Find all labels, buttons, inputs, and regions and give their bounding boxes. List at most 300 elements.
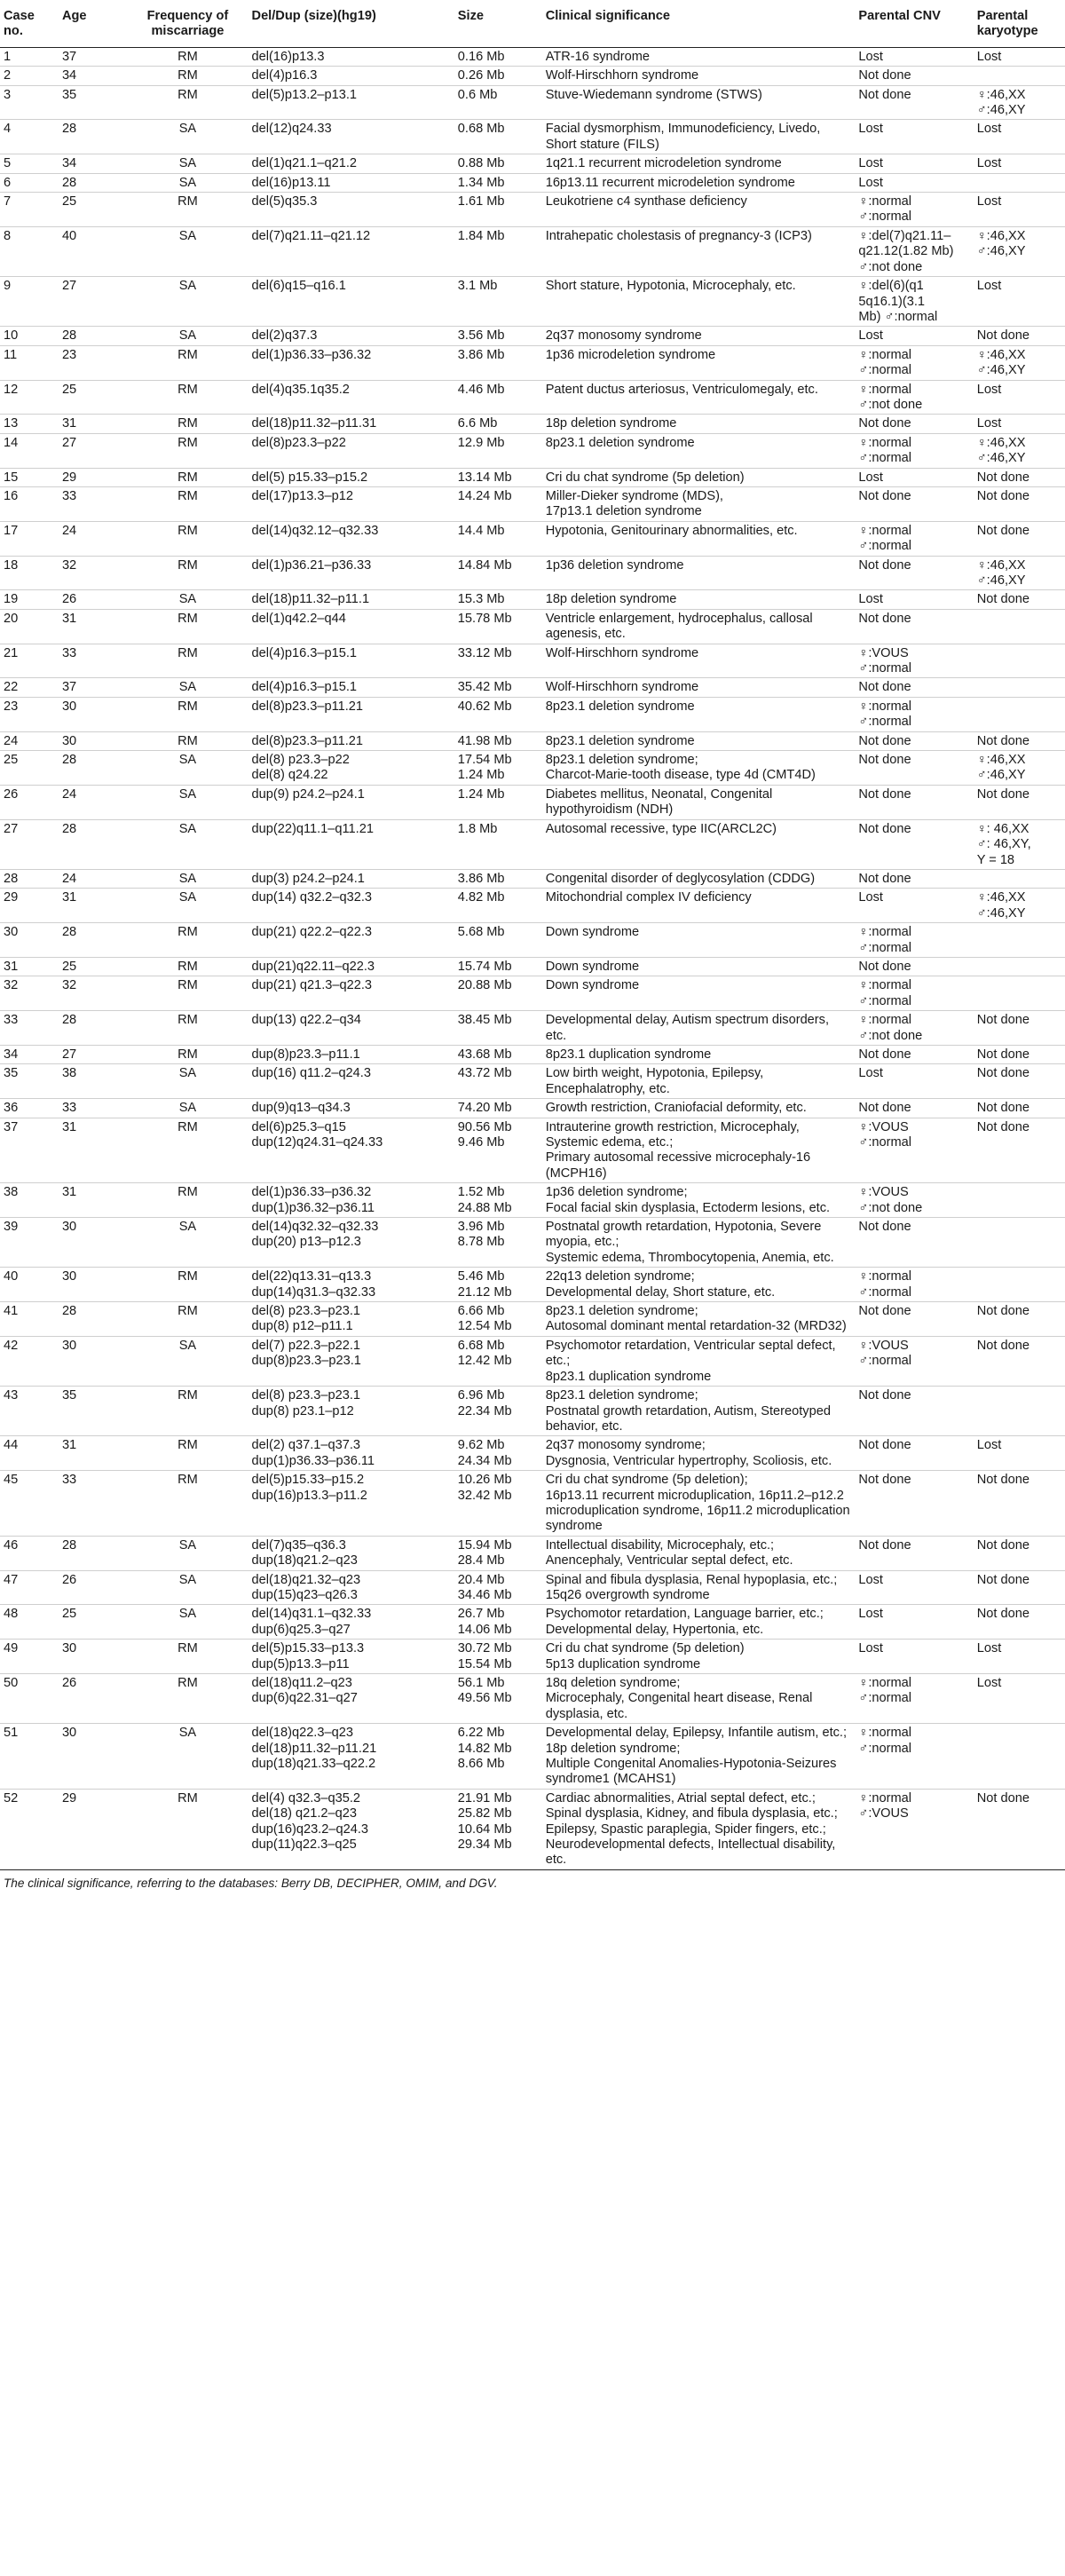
cell-clinical-significance-line: 1p36 deletion syndrome: [545, 557, 684, 573]
cell-clinical-significance: [542, 1045, 856, 1063]
cell-clinical-significance-line: Down syndrome: [545, 959, 640, 974]
cell-parental-karyotype-line: Not done: [976, 1537, 1030, 1553]
cell-clinical-significance: [542, 889, 856, 923]
cell-size-line: 1.24 Mb: [457, 786, 505, 802]
cell-frequency: RM: [127, 644, 248, 678]
cell-parental-karyotype-line: ♀:46,XX: [976, 557, 1026, 573]
cell-del-dup-line: del(5)p13.2–p13.1: [251, 87, 357, 102]
cell-del-dup: [248, 590, 454, 609]
cell-parental-karyotype: [974, 1302, 1065, 1337]
cell-clinical-significance-line: Wolf-Hirschhorn syndrome: [545, 68, 699, 83]
cell-del-dup: [248, 556, 454, 590]
cell-del-dup-line: del(17)p13.3–p12: [251, 488, 353, 503]
cell-del-dup-line: dup(20) p13–p12.3: [251, 1235, 361, 1250]
cell-del-dup: [248, 1674, 454, 1724]
table-row: [0, 1674, 1065, 1724]
cell-parental-cnv-line: Lost: [858, 175, 883, 190]
cell-del-dup: [248, 678, 454, 697]
cell-clinical-significance-line: 2q37 monosomy syndrome: [545, 328, 702, 344]
cell-parental-karyotype: [974, 556, 1065, 590]
cell-parental-cnv-line: ♂:normal: [858, 661, 911, 676]
cell-frequency: RM: [127, 731, 248, 750]
cell-case-no: 41: [0, 1302, 59, 1337]
cell-size: [454, 1218, 542, 1268]
cell-size: [454, 889, 542, 923]
cell-size: [454, 957, 542, 976]
table-row: [0, 556, 1065, 590]
table-row: [0, 345, 1065, 380]
cell-parental-karyotype-line: Lost: [976, 416, 1002, 431]
cell-parental-cnv-line: ♂:normal: [858, 1741, 911, 1756]
cell-del-dup: [248, 1436, 454, 1471]
cell-case-no: 16: [0, 486, 59, 521]
cell-size-line: 41.98 Mb: [457, 733, 512, 748]
cell-case-no: 50: [0, 1674, 59, 1724]
cell-case-no: 44: [0, 1436, 59, 1471]
cell-parental-cnv-line: ♀:VOUS: [858, 1119, 909, 1134]
cell-clinical-significance: [542, 957, 856, 976]
table-row: [0, 47, 1065, 66]
cell-del-dup: [248, 154, 454, 173]
cell-del-dup-line: del(18)p11.32–p11.31: [251, 416, 377, 431]
cell-size-line: 0.16 Mb: [457, 49, 505, 64]
cell-parental-karyotype: [974, 67, 1065, 85]
cell-clinical-significance-line: Developmental delay, Short stature, etc.: [545, 1284, 776, 1300]
cell-del-dup: [248, 1789, 454, 1869]
cell-parental-karyotype: [974, 644, 1065, 678]
cell-clinical-significance-line: Growth restriction, Craniofacial deformity, etc.: [545, 1101, 807, 1116]
cell-del-dup-line: del(18)q22.3–q23: [251, 1726, 353, 1741]
cell-del-dup: [248, 433, 454, 468]
cell-parental-karyotype: [974, 120, 1065, 154]
cell-case-no: 8: [0, 226, 59, 276]
table-row: [0, 1436, 1065, 1471]
cell-case-no: 9: [0, 277, 59, 327]
cell-del-dup-line: dup(16) q11.2–q24.3: [251, 1066, 371, 1081]
cell-clinical-significance: [542, 1789, 856, 1869]
cell-parental-cnv-line: Not done: [858, 1047, 911, 1062]
cell-size: [454, 697, 542, 731]
cell-case-no: 27: [0, 819, 59, 869]
cell-size-line: 4.82 Mb: [457, 890, 505, 905]
table-row: [0, 1099, 1065, 1118]
table-row: [0, 869, 1065, 888]
cell-age: 28: [59, 173, 127, 192]
header-age: Age: [59, 5, 127, 47]
cell-age: 33: [59, 486, 127, 521]
cell-clinical-significance: [542, 120, 856, 154]
cell-clinical-significance: [542, 67, 856, 85]
cell-clinical-significance-line: Intrauterine growth restriction, Microcephaly, Systemic edema, etc.;: [545, 1119, 800, 1150]
cell-del-dup-line: del(14)q32.12–q32.33: [251, 523, 379, 538]
cell-size-line: 15.78 Mb: [457, 611, 512, 626]
cell-size: [454, 1099, 542, 1118]
cell-del-dup: [248, 521, 454, 556]
cell-parental-karyotype-line: ♀: 46,XX: [976, 821, 1030, 836]
cell-frequency: SA: [127, 590, 248, 609]
cell-age: 30: [59, 1724, 127, 1790]
cell-parental-cnv: [855, 193, 973, 227]
cell-frequency: SA: [127, 1099, 248, 1118]
cell-parental-karyotype-line: Lost: [976, 122, 1002, 137]
cell-parental-cnv: [855, 976, 973, 1011]
cell-size-line: 3.1 Mb: [457, 279, 498, 294]
cell-parental-karyotype: [974, 85, 1065, 120]
cell-parental-karyotype: [974, 697, 1065, 731]
cell-frequency: RM: [127, 433, 248, 468]
cell-size: [454, 819, 542, 869]
cell-parental-cnv-line: ♀:del(6)(q1: [858, 279, 924, 294]
cell-del-dup: [248, 415, 454, 433]
cell-clinical-significance-line: Epilepsy, Spastic paraplegia, Spider fingers, etc.;: [545, 1821, 826, 1837]
cell-parental-karyotype-line: ♂:46,XY: [976, 905, 1026, 921]
cell-parental-karyotype: [974, 47, 1065, 66]
cell-del-dup: [248, 1536, 454, 1570]
cell-clinical-significance: [542, 869, 856, 888]
cell-parental-cnv: [855, 1436, 973, 1471]
cell-case-no: 45: [0, 1471, 59, 1537]
cell-del-dup-line: del(18)p11.32–p11.1: [251, 592, 370, 607]
cell-clinical-significance-line: Congenital disorder of deglycosylation (CDDG): [545, 871, 816, 886]
cell-del-dup-line: del(5)p15.33–p15.2: [251, 1473, 365, 1488]
cell-age: 33: [59, 644, 127, 678]
cell-size-line: 0.68 Mb: [457, 122, 505, 137]
cell-del-dup: [248, 277, 454, 327]
cell-size-line: 56.1 Mb: [457, 1676, 505, 1690]
cell-parental-cnv-line: ♂:not done: [858, 1200, 923, 1215]
cell-parental-cnv: [855, 380, 973, 415]
cell-size-line: 5.68 Mb: [457, 925, 505, 940]
cell-del-dup: [248, 976, 454, 1011]
cell-age: 25: [59, 1605, 127, 1640]
table-row: [0, 380, 1065, 415]
cell-del-dup: [248, 1099, 454, 1118]
cell-clinical-significance: [542, 644, 856, 678]
cell-del-dup-line: del(4)p16.3: [251, 68, 318, 83]
cell-parental-cnv-line: Lost: [858, 1066, 883, 1081]
cell-clinical-significance: [542, 609, 856, 644]
cell-del-dup: [248, 1218, 454, 1268]
cell-age: 30: [59, 697, 127, 731]
cell-parental-cnv: [855, 609, 973, 644]
cell-del-dup-line: dup(11)q22.3–q25: [251, 1837, 357, 1853]
cell-size-line: 9.62 Mb: [457, 1438, 505, 1453]
cell-parental-karyotype-line: ♀:46,XX: [976, 87, 1026, 102]
cell-age: 28: [59, 327, 127, 345]
cell-size-line: 74.20 Mb: [457, 1101, 512, 1116]
cell-parental-cnv: [855, 889, 973, 923]
cell-parental-cnv-line: ♀:normal: [858, 699, 911, 714]
cell-clinical-significance: [542, 1099, 856, 1118]
cell-del-dup-line: del(1)p36.33–p36.32: [251, 1185, 372, 1200]
cell-case-no: 38: [0, 1183, 59, 1218]
cell-size-line: 14.4 Mb: [457, 523, 505, 538]
cell-case-no: 32: [0, 976, 59, 1011]
cell-parental-cnv-line: ♀:normal: [858, 382, 911, 397]
cell-case-no: 31: [0, 957, 59, 976]
cell-age: 31: [59, 415, 127, 433]
cell-clinical-significance: [542, 1183, 856, 1218]
cell-del-dup-line: del(2) q37.1–q37.3: [251, 1438, 361, 1453]
cell-frequency: SA: [127, 154, 248, 173]
cell-age: 30: [59, 1268, 127, 1302]
cell-frequency: SA: [127, 327, 248, 345]
cell-parental-cnv-line: Lost: [858, 156, 883, 171]
cell-clinical-significance-line: 5p13 duplication syndrome: [545, 1656, 701, 1671]
cell-clinical-significance-line: 16p13.11 recurrent microduplication, 16p11.2–p12.2 microduplication syndrome, 16p11.2 microduplication syndrome: [545, 1488, 850, 1534]
cell-clinical-significance-line: Developmental delay, Epilepsy, Infantile autism, etc.;: [545, 1726, 848, 1741]
cell-clinical-significance-line: Primary autosomal recessive microcephaly-16 (MCPH16): [545, 1150, 811, 1181]
cell-frequency: SA: [127, 1336, 248, 1386]
cell-clinical-significance: [542, 173, 856, 192]
cell-clinical-significance-line: Ventricle enlargement, hydrocephalus, callosal agenesis, etc.: [545, 611, 813, 642]
cell-size: [454, 1064, 542, 1099]
cell-parental-cnv-line: ♀:del(7)q21.11–: [858, 228, 951, 243]
cell-size-line: 43.72 Mb: [457, 1066, 512, 1081]
cell-parental-cnv-line: ♂:normal: [858, 539, 911, 554]
cell-age: 37: [59, 47, 127, 66]
cell-clinical-significance-line: Intrahepatic cholestasis of pregnancy-3 (ICP3): [545, 228, 812, 243]
cell-del-dup-line: del(8)p23.3–p11.21: [251, 733, 364, 748]
cell-parental-cnv: [855, 486, 973, 521]
cell-case-no: 34: [0, 1045, 59, 1063]
cell-age: 35: [59, 1387, 127, 1436]
cell-size-line: 3.86 Mb: [457, 871, 505, 886]
cell-frequency: RM: [127, 1640, 248, 1674]
cell-case-no: 19: [0, 590, 59, 609]
header-karyotype-line: Parental: [976, 9, 1029, 23]
cell-parental-cnv-line: Not done: [858, 680, 911, 695]
cell-parental-cnv: [855, 644, 973, 678]
cell-parental-karyotype: [974, 923, 1065, 958]
cell-age: 26: [59, 1570, 127, 1605]
cell-clinical-significance: [542, 433, 856, 468]
cell-frequency: RM: [127, 85, 248, 120]
cell-clinical-significance-line: 16p13.11 recurrent microdeletion syndrome: [545, 175, 795, 190]
cell-case-no: 18: [0, 556, 59, 590]
table-row: [0, 1471, 1065, 1537]
cell-size: [454, 644, 542, 678]
cell-parental-karyotype-line: ♂:46,XY: [976, 451, 1026, 466]
cell-clinical-significance-line: Down syndrome: [545, 925, 640, 940]
cell-frequency: RM: [127, 697, 248, 731]
cell-size: [454, 609, 542, 644]
cell-parental-cnv-line: Not done: [858, 1101, 911, 1116]
cell-del-dup-line: del(6)p25.3–q15: [251, 1119, 346, 1134]
cell-clinical-significance-line: 1q21.1 recurrent microdeletion syndrome: [545, 156, 782, 171]
cell-age: 32: [59, 556, 127, 590]
table-row: [0, 731, 1065, 750]
cell-clinical-significance-line: Short stature, Hypotonia, Microcephaly, etc.: [545, 279, 796, 294]
cell-parental-cnv-line: ♂:normal: [858, 1354, 911, 1369]
cell-clinical-significance: [542, 521, 856, 556]
cell-clinical-significance-line: Leukotriene c4 synthase deficiency: [545, 194, 747, 209]
cell-frequency: RM: [127, 1045, 248, 1063]
cell-parental-cnv: [855, 433, 973, 468]
cell-clinical-significance: [542, 226, 856, 276]
cell-del-dup: [248, 1011, 454, 1046]
cell-age: 40: [59, 226, 127, 276]
cell-clinical-significance: [542, 1674, 856, 1724]
cell-parental-cnv: [855, 47, 973, 66]
table-row: [0, 173, 1065, 192]
cell-parental-cnv: [855, 785, 973, 819]
cell-size: [454, 869, 542, 888]
cell-del-dup: [248, 1302, 454, 1337]
cell-parental-cnv: [855, 1336, 973, 1386]
cell-del-dup-line: del(4)p16.3–p15.1: [251, 680, 357, 695]
table-row: [0, 785, 1065, 819]
table-row: [0, 1045, 1065, 1063]
cell-case-no: 24: [0, 731, 59, 750]
cell-del-dup-line: dup(9)q13–q34.3: [251, 1101, 351, 1116]
cell-size-line: 6.22 Mb: [457, 1726, 505, 1741]
cell-frequency: RM: [127, 1118, 248, 1183]
cell-parental-cnv-line: Not done: [858, 68, 911, 83]
cell-size-line: 6.66 Mb: [457, 1304, 505, 1319]
cell-clinical-significance: [542, 1605, 856, 1640]
cell-age: 34: [59, 154, 127, 173]
table-row: [0, 226, 1065, 276]
cell-clinical-significance-line: Wolf-Hirschhorn syndrome: [545, 680, 699, 695]
cell-del-dup-line: dup(3) p24.2–p24.1: [251, 871, 365, 886]
cell-clinical-significance-line: Cri du chat syndrome (5p deletion): [545, 1641, 745, 1656]
cell-size: [454, 120, 542, 154]
cell-clinical-significance: [542, 1436, 856, 1471]
cell-del-dup: [248, 1268, 454, 1302]
cell-parental-cnv: [855, 1640, 973, 1674]
cell-del-dup: [248, 1118, 454, 1183]
cell-age: 37: [59, 678, 127, 697]
cell-del-dup-line: dup(13) q22.2–q34: [251, 1013, 361, 1028]
cell-case-no: 22: [0, 678, 59, 697]
cell-case-no: 15: [0, 468, 59, 486]
header-case-no: Case no.: [0, 5, 59, 47]
cell-clinical-significance: [542, 923, 856, 958]
cell-age: 31: [59, 1183, 127, 1218]
cell-parental-cnv-line: Not done: [858, 821, 911, 836]
cell-parental-cnv-line: ♀:normal: [858, 347, 911, 362]
table-row: [0, 1118, 1065, 1183]
cell-frequency: RM: [127, 380, 248, 415]
cell-size-line: 5.46 Mb: [457, 1269, 505, 1284]
cell-size-line: 38.45 Mb: [457, 1013, 512, 1028]
cell-parental-cnv-line: Lost: [858, 1607, 883, 1622]
cell-parental-karyotype: [974, 1099, 1065, 1118]
cell-size-line: 15.94 Mb: [457, 1537, 512, 1553]
cell-parental-karyotype-line: Not done: [976, 592, 1030, 607]
table-row: [0, 468, 1065, 486]
cell-size-line: 6.6 Mb: [457, 416, 498, 431]
cell-parental-cnv-line: ♂:not done: [858, 1028, 923, 1043]
cell-parental-cnv: [855, 154, 973, 173]
cell-del-dup: [248, 697, 454, 731]
cell-frequency: RM: [127, 193, 248, 227]
cell-parental-karyotype: [974, 785, 1065, 819]
table-row: [0, 415, 1065, 433]
cell-parental-karyotype-line: Lost: [976, 156, 1002, 171]
table-row: [0, 644, 1065, 678]
cell-del-dup: [248, 889, 454, 923]
cell-frequency: SA: [127, 1570, 248, 1605]
cell-size-line: 8.78 Mb: [457, 1235, 505, 1250]
cell-del-dup: [248, 751, 454, 786]
cell-del-dup-line: del(4) q32.3–q35.2: [251, 1790, 361, 1806]
cell-parental-karyotype-line: Not done: [976, 1119, 1030, 1134]
cell-parental-cnv-line: Not done: [858, 1220, 911, 1235]
cell-parental-cnv: [855, 1570, 973, 1605]
cell-clinical-significance-line: 1p36 microdeletion syndrome: [545, 347, 716, 362]
cell-size-line: 12.54 Mb: [457, 1319, 512, 1334]
cell-del-dup-line: dup(14) q32.2–q32.3: [251, 890, 373, 905]
cell-clinical-significance: [542, 85, 856, 120]
cell-parental-cnv-line: ♂:normal: [858, 363, 911, 378]
cell-del-dup: [248, 644, 454, 678]
cell-size: [454, 47, 542, 66]
cell-size: [454, 85, 542, 120]
cell-age: 31: [59, 889, 127, 923]
cell-frequency: RM: [127, 47, 248, 66]
table-row: [0, 1724, 1065, 1790]
cell-clinical-significance-line: Wolf-Hirschhorn syndrome: [545, 645, 699, 660]
cell-parental-cnv: [855, 1724, 973, 1790]
cell-parental-cnv-line: Lost: [858, 328, 883, 344]
cell-parental-karyotype: [974, 1118, 1065, 1183]
cell-parental-karyotype-line: Not done: [976, 523, 1030, 538]
cell-parental-cnv-line: ♀:normal: [858, 978, 911, 993]
cell-case-no: 46: [0, 1536, 59, 1570]
cell-parental-cnv: [855, 468, 973, 486]
cell-parental-cnv-line: ♀:VOUS: [858, 1185, 909, 1200]
cell-clinical-significance: [542, 1268, 856, 1302]
cell-clinical-significance: [542, 697, 856, 731]
cell-frequency: RM: [127, 556, 248, 590]
cell-size-line: 49.56 Mb: [457, 1691, 512, 1706]
cell-del-dup-line: dup(18)q21.33–q22.2: [251, 1757, 376, 1772]
cell-parental-karyotype: [974, 1640, 1065, 1674]
cell-parental-cnv-line: ♂:not done: [858, 397, 923, 412]
cell-size: [454, 976, 542, 1011]
cell-clinical-significance-line: Charcot-Marie-tooth disease, type 4d (CMT4D): [545, 768, 816, 783]
cell-clinical-significance: [542, 1724, 856, 1790]
cell-frequency: RM: [127, 1183, 248, 1218]
header-del-dup: Del/Dup (size)(hg19): [248, 5, 454, 47]
cell-case-no: 28: [0, 869, 59, 888]
cell-parental-cnv: [855, 1789, 973, 1869]
cell-parental-cnv: [855, 345, 973, 380]
cell-clinical-significance: [542, 154, 856, 173]
cell-size: [454, 433, 542, 468]
cell-del-dup: [248, 1605, 454, 1640]
table-row: [0, 923, 1065, 958]
cell-parental-cnv: [855, 957, 973, 976]
cell-frequency: SA: [127, 226, 248, 276]
cell-case-no: 1: [0, 47, 59, 66]
cell-size-line: 12.9 Mb: [457, 435, 505, 450]
cell-clinical-significance-line: Spinal dysplasia, Kidney, and fibula dysplasia, etc.;: [545, 1806, 838, 1821]
cell-size: [454, 1674, 542, 1724]
cell-parental-karyotype-line: Not done: [976, 1790, 1030, 1806]
cell-clinical-significance-line: Psychomotor retardation, Language barrier, etc.;: [545, 1607, 824, 1622]
cell-parental-cnv-line: ♀:VOUS: [858, 1338, 909, 1353]
cell-clinical-significance-line: Psychomotor retardation, Ventricular septal defect, etc.;: [545, 1338, 836, 1369]
cell-del-dup-line: dup(6)q25.3–q27: [251, 1622, 351, 1637]
cell-parental-karyotype-line: Not done: [976, 1572, 1030, 1587]
cell-parental-cnv-line: ♀:normal: [858, 1726, 911, 1741]
cell-clinical-significance-line: Anencephaly, Ventricular septal defect, etc.: [545, 1553, 793, 1569]
cell-clinical-significance: [542, 785, 856, 819]
cell-frequency: SA: [127, 1536, 248, 1570]
